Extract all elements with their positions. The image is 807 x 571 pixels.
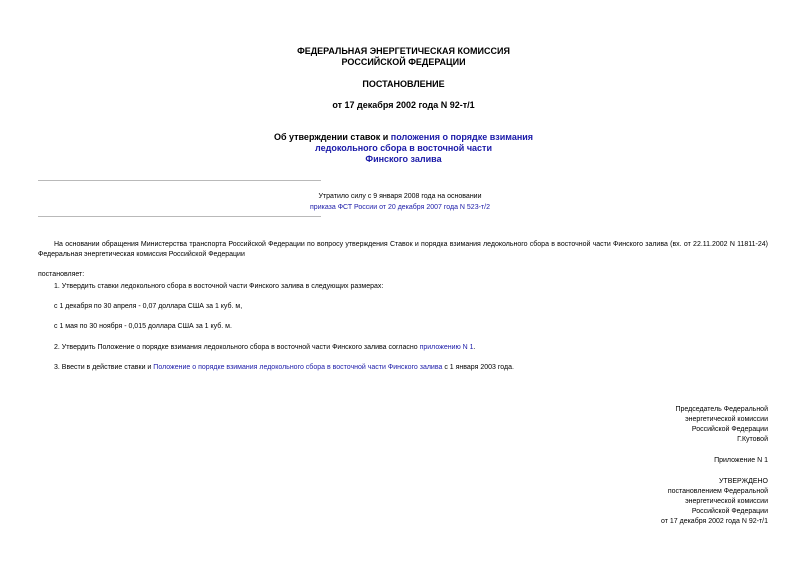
approval-line4: от 17 декабря 2002 года N 92-т/1 <box>660 518 768 525</box>
commission-name-line1: ФЕДЕРАЛЬНАЯ ЭНЕРГЕТИЧЕСКАЯ КОМИССИЯ <box>297 46 510 56</box>
appendix-1-link[interactable]: приложению N 1 <box>419 344 474 351</box>
repeal-note <box>250 191 550 213</box>
title-prefix: Об утверждении ставок и <box>273 132 391 142</box>
signature-line3: Российской Федерации <box>691 426 768 433</box>
title-link-line2[interactable]: ледокольного сбора в восточной части <box>315 143 492 153</box>
regulation-link[interactable]: Положение о порядке взимания ледокольного сбора в восточной части Финского залива <box>153 364 443 371</box>
approval-line1: постановлением Федеральной <box>667 488 768 495</box>
note-top-divider <box>38 180 321 181</box>
document-header <box>0 46 807 68</box>
item-3 <box>54 363 514 373</box>
item-2-end: . <box>473 344 476 351</box>
item-3-text: 3. Ввести в действие ставки и <box>54 364 154 371</box>
item-2 <box>54 343 476 353</box>
note-bottom-divider <box>38 216 321 217</box>
title-link-line3[interactable]: Финского залива <box>365 154 442 164</box>
intro-paragraph: На основании обращения Министерства транспорта Российской Федерации по вопросу утверждения Ставок и порядка взимания ледокольного сбора в восточной части Финского залива (вх. от 22.11.2002 N 11811-24) Федеральная энергетическая комиссия Российской Федерации <box>38 241 768 258</box>
repeal-note-link[interactable]: приказа ФСТ России от 20 декабря 2007 года N 523-т/2 <box>310 204 490 211</box>
appendix-label: Приложение N 1 <box>714 457 768 464</box>
approval-line3: Российской Федерации <box>691 508 768 515</box>
rate-winter: с 1 декабря по 30 апреля - 0,07 доллара США за 1 куб. м, <box>54 303 243 310</box>
signatory-name: Г.Кутовой <box>737 436 768 443</box>
signature-line2: энергетической комиссии <box>685 416 768 423</box>
approval-block <box>528 477 768 527</box>
title-link-line1[interactable]: положения о порядке взимания <box>390 132 534 142</box>
document-type: ПОСТАНОВЛЕНИЕ <box>362 79 445 89</box>
document-date: от 17 декабря 2002 года N 92-т/1 <box>332 100 475 110</box>
signature-line1: Председатель Федеральной <box>675 406 768 413</box>
signature-block <box>528 405 768 445</box>
document-title <box>0 132 807 165</box>
item-2-text: 2. Утвердить Положение о порядке взимания ледокольного сбора в восточной части Финского залива согласно <box>54 344 420 351</box>
repeal-note-text: Утратило силу с 9 января 2008 года на основании <box>318 193 482 200</box>
item-3-end: с 1 января 2003 года. <box>442 364 514 371</box>
decides-line: постановляет: <box>38 271 85 278</box>
rate-summer: с 1 мая по 30 ноября - 0,015 доллара США за 1 куб. м. <box>54 323 232 330</box>
commission-name-line2: РОССИЙСКОЙ ФЕДЕРАЦИИ <box>341 57 466 67</box>
approved-label: УТВЕРЖДЕНО <box>718 478 768 485</box>
item-1: 1. Утвердить ставки ледокольного сбора в восточной части Финского залива в следующих размерах: <box>54 283 384 290</box>
approval-line2: энергетической комиссии <box>685 498 768 505</box>
